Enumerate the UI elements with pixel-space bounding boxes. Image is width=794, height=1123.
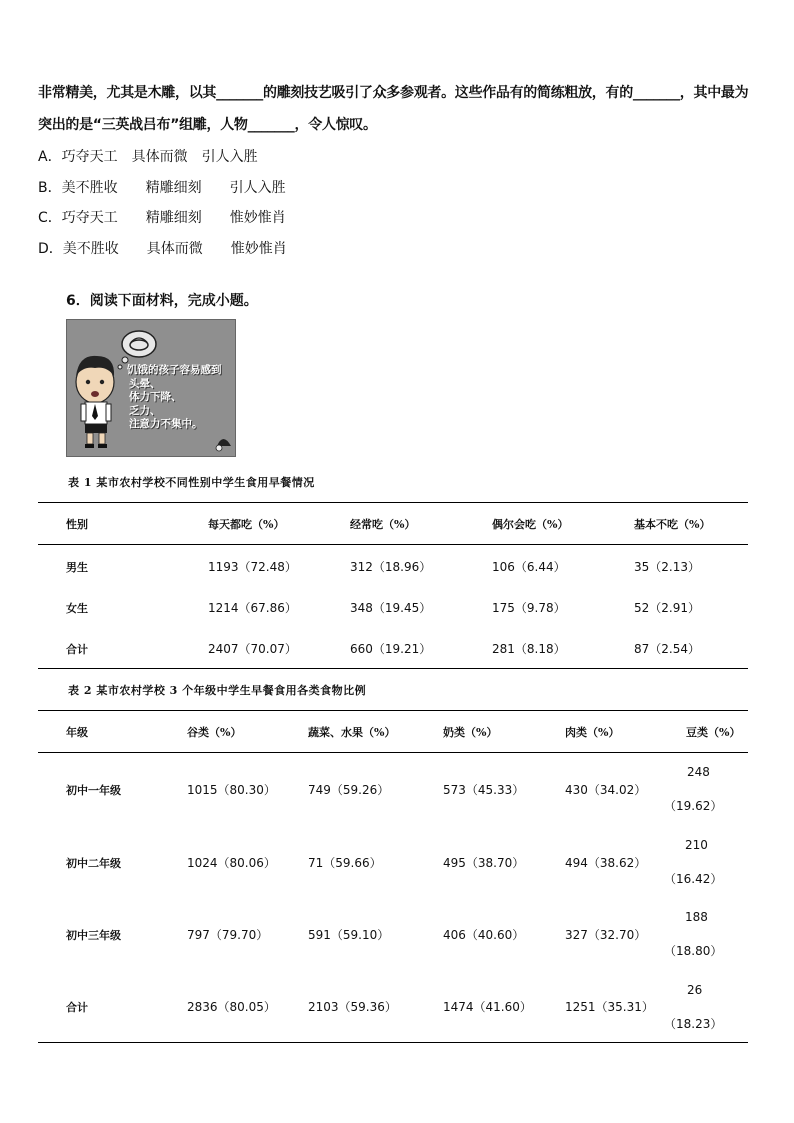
- option-word-3: 惟妙惟肖: [229, 210, 286, 226]
- illustration-text-line: 饥饿的孩子容易感到: [127, 364, 222, 376]
- question5-line1: 非常精美，尤其是木雕，以其_______的雕刻技艺吸引了众多参观者。这些作品有的简练粗放，有的_______，其中最为: [38, 85, 749, 101]
- table2-cell: （18.23）: [664, 1017, 723, 1031]
- table2-cell: 2836（80.05）: [187, 1000, 276, 1014]
- table2-top-rule: [38, 710, 748, 711]
- question5-line2: 突出的是“三英战吕布”组雕，人物_______，令人惊叹。: [38, 117, 377, 133]
- option-word-2: 精雕细刻: [145, 210, 202, 226]
- table2-cell: 1015（80.30）: [187, 783, 276, 797]
- table2-cell: 188: [685, 910, 708, 924]
- table2-header-rule: [38, 752, 748, 753]
- table1-cell: 87（2.54）: [634, 642, 700, 656]
- table1-header: 每天都吃（%）: [208, 518, 285, 531]
- table2-cell: 初中一年级: [66, 784, 121, 797]
- table1-cell: 2407（70.07）: [208, 642, 297, 656]
- table2-cell: 2103（59.36）: [308, 1000, 397, 1014]
- table2-cell: 327（32.70）: [565, 928, 647, 942]
- table2-cell: 1024（80.06）: [187, 856, 276, 870]
- table2-bottom-rule: [38, 1042, 748, 1043]
- option-word-3: 惟妙惟肖: [230, 241, 287, 257]
- table1-cell: 1193（72.48）: [208, 560, 297, 574]
- table2-cell: 合计: [66, 1001, 88, 1014]
- option-word-1: 美不胜收: [62, 241, 119, 257]
- table2-cell: 749（59.26）: [308, 783, 390, 797]
- option-word-3: 引人入胜: [229, 180, 286, 196]
- option-a: [38, 146, 258, 166]
- option-d: [38, 238, 287, 258]
- table2-cell: （16.42）: [664, 872, 723, 886]
- table1-cell: 175（9.78）: [492, 601, 566, 615]
- table2-cell: 初中三年级: [66, 929, 121, 942]
- table1-cell: 348（19.45）: [350, 601, 432, 615]
- illustration-text-line: 体力下降、: [129, 391, 182, 403]
- option-word-1: 巧夺天工: [61, 210, 118, 226]
- table2-cell: 406（40.60）: [443, 928, 525, 942]
- table1-cell: 男生: [66, 561, 88, 574]
- table2-caption: 表 2 某市农村学校 3 个年级中学生早餐食用各类食物比例: [68, 684, 367, 697]
- option-letter: A．: [38, 149, 62, 165]
- option-letter: D．: [38, 241, 63, 257]
- table2-cell: 71（59.66）: [308, 856, 382, 870]
- illustration-text-line: 乏力、: [129, 404, 161, 417]
- table2-cell: 797（79.70）: [187, 928, 269, 942]
- table2-cell: 573（45.33）: [443, 783, 525, 797]
- table2-header: 谷类（%）: [187, 726, 242, 739]
- table1-header-rule: [38, 544, 748, 545]
- table2-header: 年级: [66, 726, 88, 739]
- table1-caption: 表 1 某市农村学校不同性别中学生食用早餐情况: [68, 476, 315, 489]
- table1-cell: 52（2.91）: [634, 601, 700, 615]
- table2-cell: （18.80）: [664, 944, 723, 958]
- option-word-2: 具体而微: [131, 149, 188, 165]
- table1-header: 经常吃（%）: [350, 518, 416, 531]
- table1-cell: 281（8.18）: [492, 642, 566, 656]
- table1-bottom-rule: [38, 668, 748, 669]
- table2-header: 肉类（%）: [565, 726, 620, 739]
- illustration-text-line: 注意力不集中。: [129, 418, 203, 430]
- table2-cell: 495（38.70）: [443, 856, 525, 870]
- table2-cell: 210: [685, 838, 708, 852]
- table2-cell: 1474（41.60）: [443, 1000, 532, 1014]
- table1-cell: 660（19.21）: [350, 642, 432, 656]
- option-word-1: 美不胜收: [61, 180, 118, 196]
- table2-header: 豆类（%）: [686, 726, 741, 739]
- table1-cell: 312（18.96）: [350, 560, 432, 574]
- option-c: [38, 207, 286, 227]
- question6-title: 6．阅读下面材料，完成小题。: [66, 293, 258, 309]
- option-word-1: 巧夺天工: [61, 149, 118, 165]
- table2-cell: 494（38.62）: [565, 856, 647, 870]
- table1-cell: 1214（67.86）: [208, 601, 297, 615]
- table2-cell: 430（34.02）: [565, 783, 647, 797]
- table2-header: 蔬菜、水果（%）: [308, 726, 396, 739]
- option-word-2: 精雕细刻: [145, 180, 202, 196]
- option-word-2: 具体而微: [146, 241, 203, 257]
- option-word-3: 引人入胜: [201, 149, 258, 165]
- hungry-child-illustration: [66, 319, 236, 457]
- table1-header: 性别: [66, 518, 88, 531]
- table1-cell: 合计: [66, 643, 88, 656]
- illustration-text-line: 头晕、: [129, 377, 161, 390]
- table2-header: 奶类（%）: [443, 726, 498, 739]
- option-b: [38, 177, 286, 197]
- table1-header: 基本不吃（%）: [634, 518, 711, 531]
- table2-cell: 26: [687, 983, 703, 997]
- table2-cell: 591（59.10）: [308, 928, 390, 942]
- table1-cell: 35（2.13）: [634, 560, 700, 574]
- table1-top-rule: [38, 502, 748, 503]
- table1-cell: 106（6.44）: [492, 560, 566, 574]
- option-letter: B．: [38, 180, 62, 196]
- table2-cell: 初中二年级: [66, 857, 121, 870]
- table2-cell: 248: [687, 765, 710, 779]
- table2-cell: （19.62）: [664, 799, 723, 813]
- table1-cell: 女生: [66, 602, 88, 615]
- option-letter: C．: [38, 210, 62, 226]
- illustration-caption: [127, 364, 222, 432]
- table1-header: 偶尔会吃（%）: [492, 518, 569, 531]
- table2-cell: 1251（35.31）: [565, 1000, 654, 1014]
